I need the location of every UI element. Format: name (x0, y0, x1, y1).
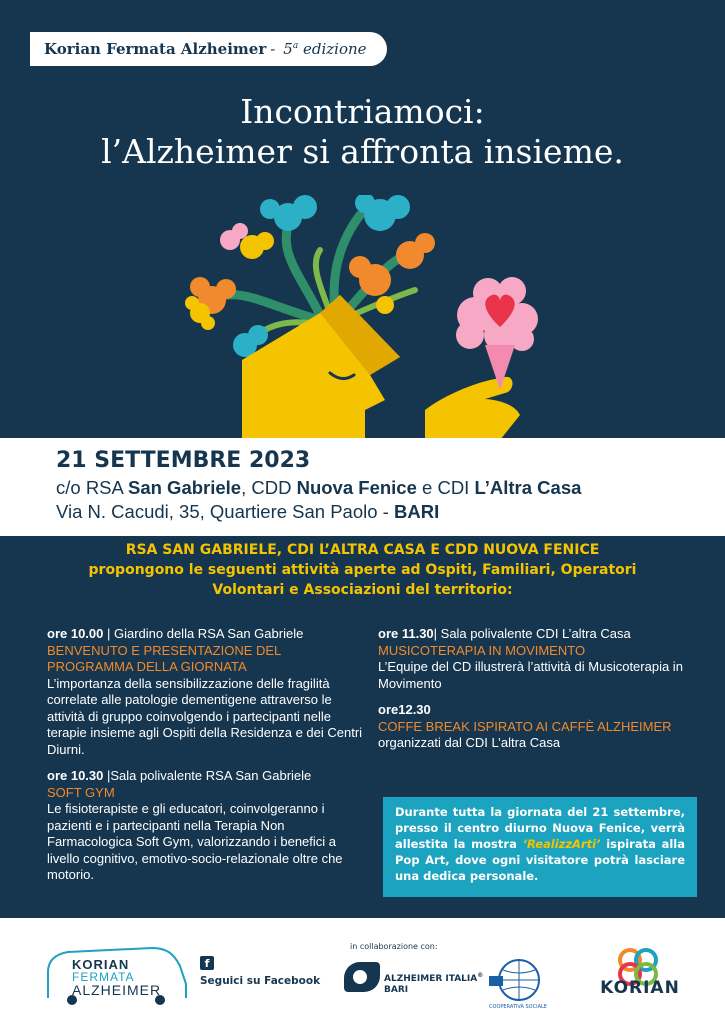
schedule-title: MUSICOTERAPIA IN MOVIMENTO (378, 642, 586, 658)
edition-ordinal-sup: a (292, 41, 299, 51)
event-info-band (0, 438, 725, 536)
footer (0, 918, 725, 1024)
facebook-icon: f (200, 956, 214, 970)
schedule-item (47, 768, 365, 884)
edition-badge (30, 32, 387, 66)
schedule-place: |Sala polivalente RSA San Gabriele (103, 768, 312, 783)
cooperative-label: COOPERATIVA SOCIALE (489, 1004, 547, 1010)
korian-wordmark: KORIAN (600, 978, 680, 998)
event-address: Via N. Cacudi, 35, Quartiere San Paolo - BARI (56, 501, 440, 522)
schedule-time: ore12.30 (378, 702, 431, 717)
alzheimer-italia-logo: ALZHEIMER ITALIA® BARI (344, 958, 484, 998)
schedule-title: COFFE BREAK ISPIRATO AI CAFFÈ ALZHEIMER (378, 718, 672, 734)
intro-line-3: Volontari e Associazioni del territorio: (212, 582, 513, 598)
collaboration-label: in collaborazione con: (350, 942, 438, 951)
edition-label: edizione (303, 40, 367, 58)
headline (0, 92, 725, 172)
logo-line-2: FERMATA (72, 970, 135, 984)
schedule-item (378, 626, 700, 692)
edition-separator: - (270, 40, 276, 58)
korian-fermata-logo (42, 944, 190, 1006)
intro-line-1: RSA SAN GABRIELE, CDI L’ALTRA CASA E CDD NUOVA FENICE (125, 542, 600, 558)
logo-line-1: KORIAN (72, 957, 130, 972)
exhibition-name: ‘RealizzArti’ (522, 837, 601, 851)
edition-brand: Korian Fermata Alzheimer (44, 40, 267, 58)
schedule-time: ore 10.00 (47, 626, 104, 641)
logo-line-3: ALZHEIMER (72, 982, 162, 998)
schedule-left-column (47, 626, 365, 894)
schedule-description: L’importanza della sensibilizzazione delle fragilità correlate alle patologie dementigene attraverso le attività di gruppo coinvolgendo i partecipanti nelle terapie insieme agli Ospiti della Residenza e dei Centri Diurni. (47, 675, 363, 757)
schedule-title: SOFT GYM (47, 784, 115, 800)
schedule-place: | Sala polivalente CDI L’altra Casa (433, 626, 631, 641)
alzheimer-italia-mark-icon (344, 962, 380, 992)
schedule-description: L’Equipe del CD illustrerà l’attività di Musicoterapia in Movimento (378, 659, 683, 691)
schedule-right-column (378, 626, 700, 762)
schedule-item (378, 702, 700, 752)
exhibition-callout: Durante tutta la giornata del 21 settembre, presso il centro diurno Nuova Fenice, verrà allestita la mostra ‘RealizzArti’ ispirata alla Pop Art, dove ogni visitatore potrà lasciare una dedica personale. (383, 797, 697, 897)
facebook-link[interactable] (200, 956, 320, 987)
intro-line-2: propongono le seguenti attività aperte ad Ospiti, Familiari, Operatori (88, 562, 637, 578)
flower-head-illustration (170, 195, 560, 440)
headline-line-2: l’Alzheimer si affronta insieme. (101, 132, 624, 171)
schedule-place: | Giardino della RSA San Gabriele (103, 626, 304, 641)
headline-line-1: Incontriamoci: (240, 92, 485, 131)
cooperative-globe-icon (487, 954, 547, 1010)
facebook-label: Seguici su Facebook (200, 975, 321, 987)
schedule-description: organizzati dal CDI L’altra Casa (378, 735, 561, 750)
schedule-description: Le fisioterapiste e gli educatori, coinvolgeranno i pazienti e i partecipanti nella Terapia Non Farmacologica Soft Gym, valorizzando i benefici a livello cognitivo, emotivo-socio-relazionale oltre che motorio. (47, 801, 343, 882)
event-date: 21 SETTEMBRE 2023 (56, 448, 311, 473)
schedule-time: ore 10.30 (47, 768, 104, 783)
edition-ordinal: 5 (283, 40, 293, 58)
schedule-time: ore 11.30 (378, 626, 434, 641)
event-venue: c/o RSA San Gabriele, CDD Nuova Fenice e CDI L’Altra Casa (56, 477, 582, 498)
intro-text (0, 540, 725, 600)
schedule-title: BENVENUTO E PRESENTAZIONE DEL PROGRAMMA DELLA GIORNATA (47, 642, 281, 674)
schedule-item (47, 626, 365, 758)
